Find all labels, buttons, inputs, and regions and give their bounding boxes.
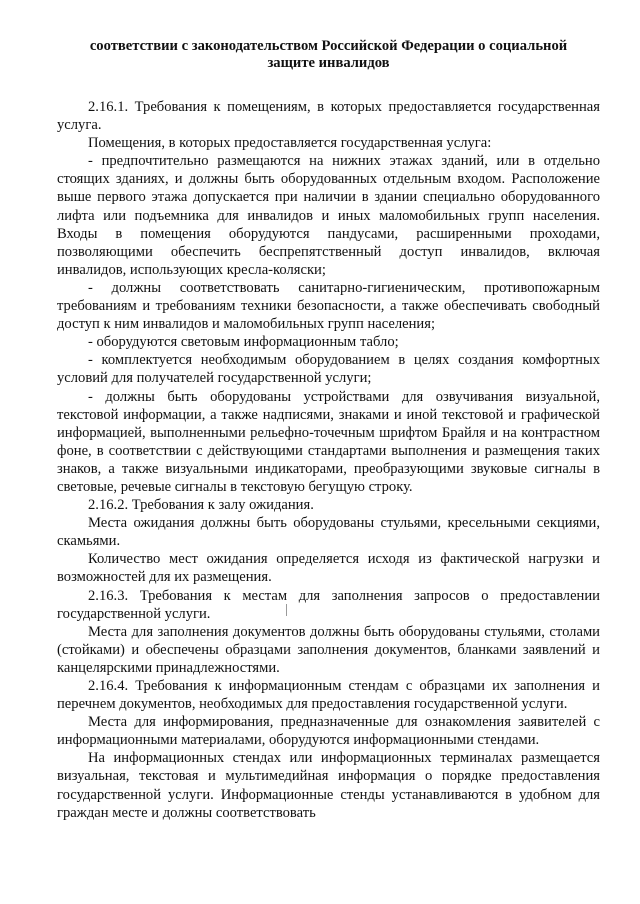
paragraph-2-16-1: 2.16.1. Требования к помещениям, в которых предоставляется государственная услуга. bbox=[57, 99, 600, 134]
paragraph-2-16-3: 2.16.3. Требования к местам для заполнения запросов о предоставлении государственной услуги. bbox=[57, 587, 600, 622]
heading-line-2: защите инвалидов bbox=[267, 55, 390, 71]
paragraph-premises-equipment: - комплектуется необходимым оборудованием в целях создания комфортных условий для получателей государственной услуги; bbox=[57, 352, 600, 387]
paragraph-waiting-seats: Места ожидания должны быть оборудованы стульями, кресельными секциями, скамьями. bbox=[57, 515, 600, 550]
section-heading bbox=[57, 38, 600, 72]
paragraph-premises-intro: Помещения, в которых предоставляется государственная услуга: bbox=[88, 135, 492, 152]
paragraph-waiting-count: Количество мест ожидания определяется исходя из фактической нагрузки и возможностей для их размещения. bbox=[57, 551, 600, 586]
paragraph-premises-accessibility: - должны быть оборудованы устройствами для озвучивания визуальной, текстовой информации, а также надписями, знаками и иной текстовой и графической информацией, выполненными рельефно-точечным шрифтом Брайля и на контрастном фоне, в соответствии с действующими стандартами выполнения и размещения таких знаков, а также визуальными индикаторами, преобразующими звуковые сигналы в световые, речевые сигналы в текстовую бегущую строку. bbox=[57, 388, 600, 495]
paragraph-premises-floors: - предпочтительно размещаются на нижних этажах зданий, или в отдельно стоящих зданиях, и должны быть оборудованных отдельным входом. Расположение выше первого этажа допускается при наличии в здании специально оборудованного лифта или подъемника для инвалидов и иных маломобильных групп населения. Входы в помещения оборудуются пандусами, расширенными проходами, позволяющими обеспечить беспрепятственный доступ инвалидов, включая инвалидов, использующих кресла-коляски; bbox=[57, 153, 600, 278]
paragraph-premises-display: - оборудуются световым информационным табло; bbox=[88, 334, 399, 351]
paragraph-2-16-2: 2.16.2. Требования к залу ожидания. bbox=[88, 497, 314, 514]
paragraph-info-places: Места для информирования, предназначенные для ознакомления заявителей с информационными материалами, оборудуются информационными стендами. bbox=[57, 714, 600, 749]
paragraph-info-stands: На информационных стендах или информационных терминалах размещается визуальная, текстовая и мультимедийная информация о порядке предоставления государственной услуги. Информационные стенды устанавливаются в удобном для граждан месте и должны соответствовать bbox=[57, 750, 600, 821]
paragraph-premises-safety: - должны соответствовать санитарно-гигиеническим, противопожарным требованиям и требованиям техники безопасности, а также обеспечивать свободный доступ к ним инвалидов и маломобильных групп населения; bbox=[57, 279, 600, 333]
scan-artifact-mark bbox=[286, 604, 287, 616]
heading-line-1: соответствии с законодательством Российской Федерации о социальной bbox=[89, 38, 568, 54]
paragraph-filling-places: Места для заполнения документов должны быть оборудованы стульями, столами (стойками) и обеспечены образцами заполнения документов, бланками заявлений и канцелярскими принадлежностями. bbox=[57, 623, 600, 676]
paragraph-2-16-4: 2.16.4. Требования к информационным стендам с образцами их заполнения и перечнем документов, необходимых для предоставления государственной услуги. bbox=[57, 678, 600, 713]
